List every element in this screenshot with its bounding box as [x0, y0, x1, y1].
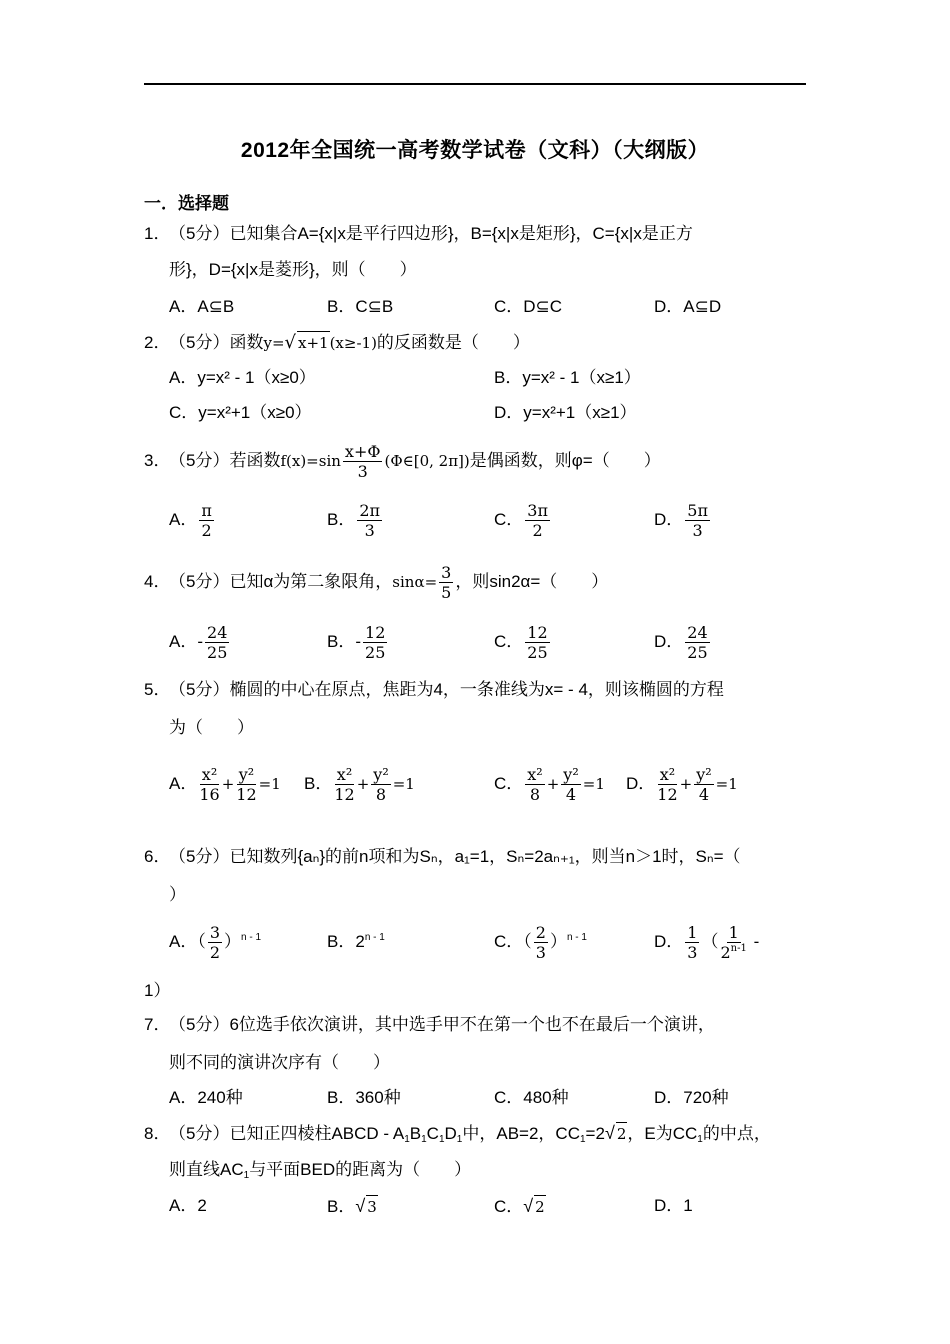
- option-b[interactable]: B． $\frac{2\pi}{3}$: [327, 501, 381, 541]
- fraction: $\frac{x+\Phi}{3}$: [344, 442, 381, 482]
- question-number: 6．: [144, 847, 171, 866]
- option-c[interactable]: C．D⊆C: [494, 297, 563, 316]
- option-b[interactable]: B．2$^{n - 1}$: [327, 932, 385, 951]
- option-c[interactable]: C．（ $\frac{2}{3}$ ）$^{n - 1}$: [494, 923, 587, 963]
- option-b[interactable]: B．C⊆B: [327, 297, 394, 316]
- option-b[interactable]: B．- $\frac{12}{25}$: [327, 623, 386, 663]
- option-d[interactable]: D． $\frac{\text{x²}}{12}$ + $\frac{\text{y²}}{4}$ =1: [626, 765, 738, 805]
- option-d[interactable]: D．A⊆D: [654, 297, 722, 316]
- option-c[interactable]: C． $\frac{3\pi}{2}$: [494, 501, 548, 541]
- option-a[interactable]: A．（ $\frac{3}{2}$ ）$^{n - 1}$: [169, 923, 262, 963]
- radical-icon: √: [523, 1196, 534, 1216]
- option-c[interactable]: C． $\frac{\text{x²}}{8}$ + $\frac{\text{y²}}{4}$ =1: [494, 765, 605, 805]
- option-d-wrap: 1）: [144, 981, 171, 1000]
- question-number: 7．: [144, 1015, 171, 1034]
- option-d[interactable]: D． $\frac{1}{3}$ （ $\frac{1}{2^{n-1}}$ -: [654, 923, 760, 963]
- header-rule: [144, 83, 806, 85]
- option-a[interactable]: A．2: [169, 1196, 207, 1215]
- question-number: 1．: [144, 224, 171, 243]
- option-a[interactable]: A． $\frac{\text{x²}}{16}$ + $\frac{\text{y²}}{12}$ =1: [169, 765, 281, 805]
- option-c[interactable]: C．480种: [494, 1088, 569, 1107]
- option-a[interactable]: A．240种: [169, 1088, 243, 1107]
- page-title: 2012年全国统一高考数学试卷（文科）（大纲版）: [240, 139, 710, 162]
- option-c[interactable]: C．y=x²+1（x≥0）: [169, 403, 312, 422]
- question-number: 8．: [144, 1124, 171, 1143]
- radical-icon: √: [604, 1123, 615, 1143]
- option-a[interactable]: A．y=x² - 1（x≥0）: [169, 368, 316, 387]
- option-a[interactable]: A．A⊆B: [169, 297, 235, 316]
- option-c[interactable]: C．√ 2: [494, 1196, 545, 1216]
- radical-icon: √: [284, 332, 296, 353]
- option-c[interactable]: C． $\frac{12}{25}$: [494, 623, 548, 663]
- question-number: 2．: [144, 333, 171, 352]
- question-number: 4．: [144, 572, 171, 591]
- radical-icon: √: [355, 1196, 366, 1216]
- option-d[interactable]: D．1: [654, 1196, 693, 1215]
- option-d[interactable]: D． $\frac{5\pi}{3}$: [654, 501, 708, 541]
- option-b[interactable]: B．y=x² - 1（x≥1）: [494, 368, 641, 387]
- option-b[interactable]: B．√ 3: [327, 1196, 377, 1216]
- option-d[interactable]: D． $\frac{24}{25}$: [654, 623, 708, 663]
- question-stem: （5分）已知集合A={x|x是平行四边形}，B={x|x是矩形}，C={x|x是正方: [169, 224, 693, 243]
- question-number: 3．: [144, 451, 171, 470]
- question-stem-cont: 形}，D={x|x是菱形}，则（ ）: [169, 260, 417, 279]
- option-a[interactable]: A．- $\frac{24}{25}$: [169, 623, 228, 663]
- formula: y=√ x+1(x≥-1): [263, 332, 377, 353]
- section-heading: 一．选择题: [144, 194, 229, 213]
- question-number: 5．: [144, 680, 171, 699]
- option-b[interactable]: B． $\frac{\text{x²}}{12}$ + $\frac{\text{y²}}{8}$ =1: [304, 765, 415, 805]
- option-d[interactable]: D．y=x²+1（x≥1）: [494, 403, 637, 422]
- option-a[interactable]: A． $\frac{\pi}{2}$: [169, 501, 212, 541]
- option-b[interactable]: B．360种: [327, 1088, 401, 1107]
- option-d[interactable]: D．720种: [654, 1088, 729, 1107]
